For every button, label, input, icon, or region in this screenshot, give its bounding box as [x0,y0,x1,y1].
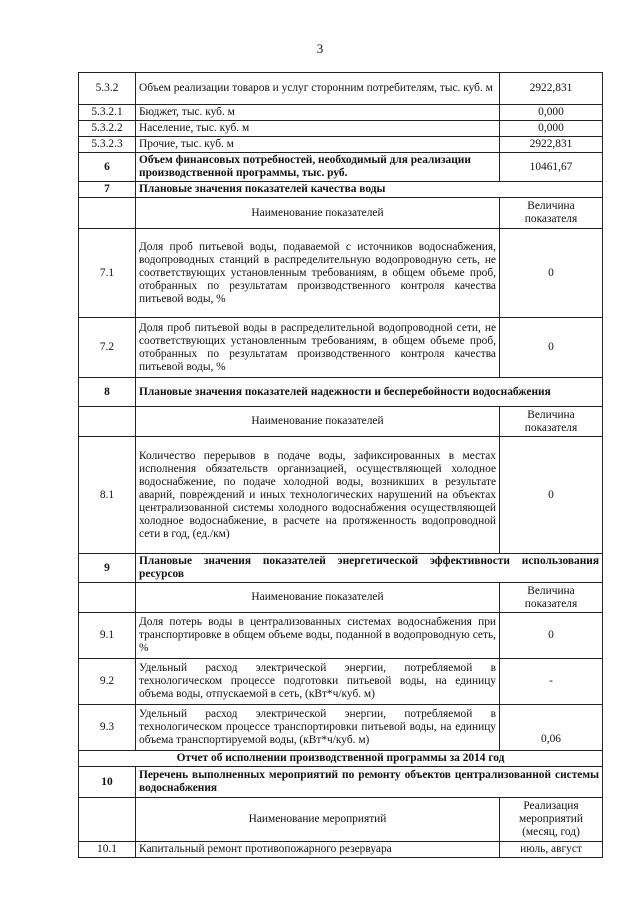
row-number: 5.3.2.2 [79,121,136,137]
section-row [79,378,603,407]
header-value: Реализация мероприятий (месяц, год) [500,798,603,842]
table-row [79,73,603,105]
table-row [79,105,603,121]
header-name: Наименование показателей [136,198,500,229]
program-table [78,72,603,858]
row-name: Доля проб питьевой воды, подаваемой с источников водоснабжения, водопроводных станций в распределительную водопроводную сеть, не соответствующих установленным требованиям, в общем объеме проб, отобранных по результатам производственного контроля качества питьевой воды, % [136,229,500,318]
report-row [79,751,603,767]
row-number: 9.1 [79,613,136,659]
section-title: Плановые значения показателей надежности и бесперебойности водоснабжения [136,378,603,407]
row-value: 0,000 [500,105,603,121]
row-name: Удельный расход электрической энергии, потребляемой в технологическом процессе транспортировки питьевой воды, на единицу объема транспортируемой воды, (кВт*ч/куб. м) [136,705,500,751]
section-number: 10 [79,767,136,798]
row-name: Доля проб питьевой воды в распределительной водопроводной сети, не соответствующих установленным требованиям, в общем объеме проб, отобранных по результатам производственного контроля качества питьевой воды, % [136,318,500,378]
table-row [79,613,603,659]
row-name: Доля потерь воды в централизованных системах водоснабжения при транспортировке в общем объеме воды, поданной в водопроводную сеть, % [136,613,500,659]
row-value: 2922,831 [500,73,603,105]
row-name: Объем финансовых потребностей, необходимый для реализации производственной программы, тыс. руб. [136,153,500,182]
table-row [79,137,603,153]
row-value: 10461,67 [500,153,603,182]
row-value: июль, август [500,842,603,858]
header-value: Величина показателя [500,407,603,437]
row-number: 10.1 [79,842,136,858]
row-name: Бюджет, тыс. куб. м [136,105,500,121]
row-name: Количество перерывов в подаче воды, зафиксированных в местах исполнения обязательств организацией, осуществляющей холодное водоснабжение, по подаче холодной воды, возникших в результате аварий, повреждений и иных технологических нарушений на объектах централизованной системы холодного водоснабжения осуществляющей холодное водоснабжение, в расчете на протяженность водопроводной сети в год, (ед./км) [136,437,500,554]
row-name: Население, тыс. куб. м [136,121,500,137]
row-number: 5.3.2.3 [79,137,136,153]
section-title: Плановые значения показателей качества воды [136,182,603,198]
section-number: 9 [79,554,136,583]
row-name: Объем реализации товаров и услуг сторонним потребителям, тыс. куб. м [136,73,500,105]
header-value: Величина показателя [500,583,603,613]
row-number: 9.2 [79,659,136,705]
header-value: Величина показателя [500,198,603,229]
table-row [79,842,603,858]
row-number: 9.3 [79,705,136,751]
table-row [79,229,603,318]
row-value: 0,000 [500,121,603,137]
page-number: 3 [316,41,324,56]
row-value: 0 [500,229,603,318]
row-number: 8.1 [79,437,136,554]
row-number: 7.2 [79,318,136,378]
row-value: 2922,831 [500,137,603,153]
row-name: Удельный расход электрической энергии, потребляемой в технологическом процессе подготовки питьевой воды, на единицу объема воды, отпускаемой в сеть, (кВт*ч/куб. м) [136,659,500,705]
header-name: Наименование показателей [136,583,500,613]
table-row [79,318,603,378]
header-row [79,407,603,437]
row-number: 6 [79,153,136,182]
row-number: 7.1 [79,229,136,318]
table-row [79,659,603,705]
row-name: Капитальный ремонт противопожарного резервуара [136,842,500,858]
header-row [79,798,603,842]
row-value: - [500,659,603,705]
header-name: Наименование мероприятий [136,798,500,842]
row-value: 0,06 [500,705,603,751]
row-value: 0 [500,613,603,659]
row-number: 5.3.2 [79,73,136,105]
table-row [79,153,603,182]
row-value: 0 [500,437,603,554]
header-row [79,583,603,613]
row-name: Прочие, тыс. куб. м [136,137,500,153]
table-row [79,705,603,751]
section-title: Плановые значения показателей энергетической эффективности использования ресурсов [136,554,603,583]
row-value: 0 [500,318,603,378]
section-number: 8 [79,378,136,407]
section-row [79,554,603,583]
section-row [79,767,603,798]
section-number: 7 [79,182,136,198]
section-row [79,182,603,198]
header-row [79,198,603,229]
table-row [79,121,603,137]
section-title: Перечень выполненных мероприятий по ремонту объектов централизованной системы водоснабжения [136,767,603,798]
table-row [79,437,603,554]
row-number: 5.3.2.1 [79,105,136,121]
header-name: Наименование показателей [136,407,500,437]
report-title: Отчет об исполнении производственной программы за 2014 год [79,751,603,767]
